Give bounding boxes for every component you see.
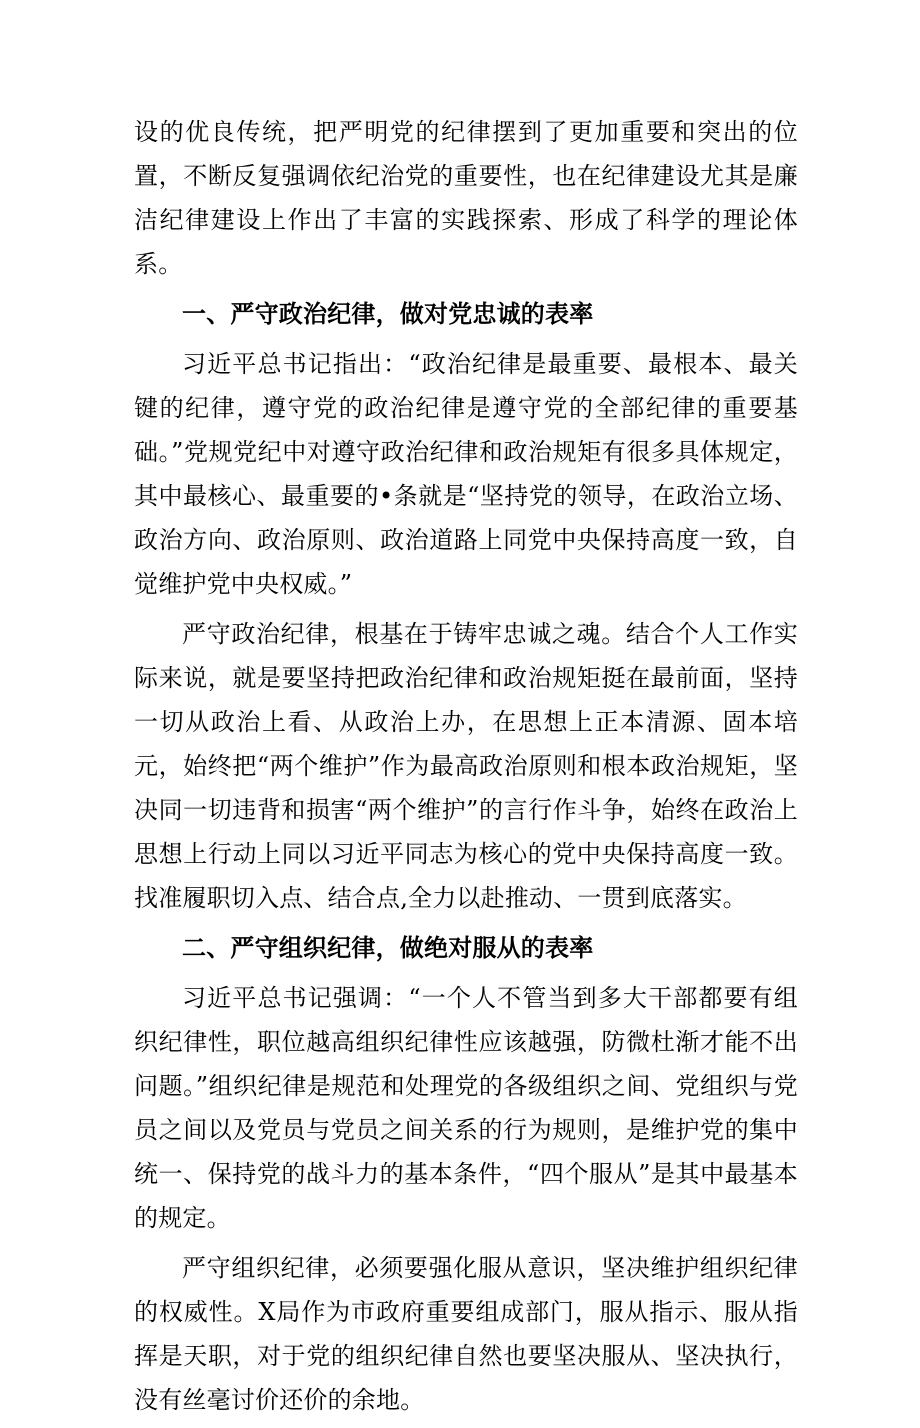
paragraph-organizational-practice: 严守组织纪律，必须要强化服从意识，坚决维护组织纪律的权威性。X局作为市政府重要组成部门，服从指示、服从指挥是天职，对于党的组织纪律自然也要坚决服从、坚决执行，没有丝毫讨价还价的余地。	[134, 1254, 798, 1414]
section-heading-organizational-discipline: 二、严守组织纪律，做绝对服从的表率	[182, 934, 594, 962]
paragraph-political-practice: 严守政治纪律，根基在于铸牢忠诚之魂。结合个人工作实际来说，就是要坚持把政治纪律和政治规矩挺在最前面，坚持一切从政治上看、从政治上办，在思想上正本清源、固本培元，始终把“两个维护”作为最高政治原则和根本政治规矩，坚决同一切违背和损害“两个维护”的言行作斗争，始终在政治上思想上行动上同以习近平同志为核心的党中央保持高度一致。找准履职切入点、结合点,全力以赴推动、一贯到底落实。	[134, 620, 798, 912]
paragraph-political-quote: 习近平总书记指出：“政治纪律是最重要、最根本、最关键的纪律，遵守党的政治纪律是遵守党的全部纪律的重要基础。”党规党纪中对遵守政治纪律和政治规矩有很多具体规定，其中最核心、最重要的•条就是“坚持党的领导，在政治立场、政治方向、政治原则、政治道路上同党中央保持高度一致，自觉维护党中央权威。”	[134, 350, 798, 598]
paragraph-organizational-quote: 习近平总书记强调：“一个人不管当到多大干部都要有组织纪律性，职位越高组织纪律性应该越强，防微杜渐才能不出问题。”组织纪律是规范和处理党的各级组织之间、党组织与党员之间以及党员与党员之间关系的行为规则，是维护党的集中统一、保持党的战斗力的基本条件，“四个服从”是其中最基本的规定。	[134, 984, 798, 1232]
document-page	[134, 110, 798, 1428]
paragraph-intro: 设的优良传统，把严明党的纪律摆到了更加重要和突出的位置，不断反复强调依纪治党的重要性，也在纪律建设尤其是廉洁纪律建设上作出了丰富的实践探索、形成了科学的理论体系。	[134, 118, 798, 278]
section-heading-political-discipline: 一、严守政治纪律，做对党忠诚的表率	[182, 300, 594, 328]
